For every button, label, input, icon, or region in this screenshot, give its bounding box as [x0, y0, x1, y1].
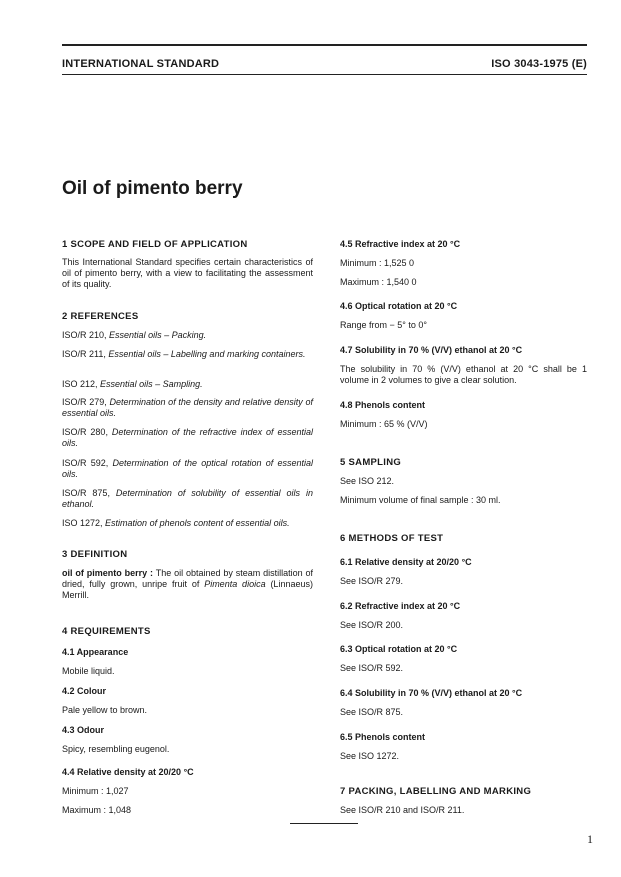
odour-text: Spicy, resembling eugenol.	[62, 744, 170, 754]
section-5-heading: 5 SAMPLING	[340, 457, 402, 468]
optical-rotation-text: Range from − 5° to 0°	[340, 320, 427, 330]
method-heading: 6.5 Phenols content	[340, 732, 426, 742]
refractive-index-minimum: Minimum : 1,525 0	[340, 258, 415, 268]
section-6-heading: 6 METHODS OF TEST	[340, 533, 444, 544]
method-text: See ISO/R 592.	[340, 663, 404, 673]
reference-code: ISO/R 210,	[62, 330, 107, 340]
section-1-text: This International Standard specifies certain characteristics of oil of pimento berry, with a view to facilitating the assessment of its quality.	[62, 257, 313, 289]
density-heading: 4.4 Relative density at 20/20 °C	[62, 767, 194, 777]
reference-code: ISO/R 211,	[62, 349, 106, 359]
sampling-text-1: See ISO 212.	[340, 476, 395, 486]
section-2-heading: 2 REFERENCES	[62, 311, 139, 322]
method-text: See ISO/R 875.	[340, 707, 404, 717]
header-rule	[62, 74, 587, 75]
reference-title: Determination of the density and relative density of essential oils.	[62, 397, 313, 418]
phenols-heading: 4.8 Phenols content	[340, 400, 426, 410]
definition-species: Pimenta dioica	[204, 579, 266, 589]
appearance-heading: 4.1 Appearance	[62, 647, 129, 657]
phenols-text: Minimum : 65 % (V/V)	[340, 419, 428, 429]
reference-item	[62, 330, 313, 341]
page-title: Oil of pimento berry	[62, 178, 243, 199]
reference-title: Determination of the optical rotation of essential oils.	[62, 458, 313, 479]
method-text: See ISO/R 279.	[340, 576, 404, 586]
section-7-heading: 7 PACKING, LABELLING AND MARKING	[340, 786, 532, 797]
refractive-index-maximum: Maximum : 1,540 0	[340, 277, 417, 287]
reference-item	[62, 379, 313, 390]
definition-text-a: The oil obtained by steam distillation of dried, fully grown, unripe fruit of	[62, 568, 313, 589]
reference-code: ISO/R 279,	[62, 397, 107, 407]
reference-title: Essential oils – Sampling.	[100, 379, 203, 389]
header-left: INTERNATIONAL STANDARD	[62, 58, 220, 70]
section-1-heading: 1 SCOPE AND FIELD OF APPLICATION	[62, 239, 248, 250]
optical-rotation-heading: 4.6 Optical rotation at 20 °C	[340, 301, 458, 311]
reference-item	[62, 427, 313, 449]
section-3-heading: 3 DEFINITION	[62, 549, 128, 560]
refractive-index-heading: 4.5 Refractive index at 20 °C	[340, 239, 461, 249]
reference-item	[62, 397, 313, 419]
reference-title: Estimation of phenols content of essential oils.	[105, 518, 290, 528]
colour-heading: 4.2 Colour	[62, 686, 107, 696]
top-rule	[62, 44, 587, 46]
method-text: See ISO/R 200.	[340, 620, 404, 630]
reference-code: ISO 212,	[62, 379, 98, 389]
header-right: ISO 3043-1975 (E)	[491, 58, 587, 70]
reference-code: ISO 1272,	[62, 518, 103, 528]
solubility-text: The solubility in 70 % (V/V) ethanol at 20 °C shall be 1 volume in 2 volumes to give a clear solution.	[340, 364, 587, 385]
definition-term: oil of pimento berry :	[62, 568, 153, 578]
reference-item	[62, 349, 313, 360]
footer-rule	[290, 823, 358, 824]
page-number: 1	[587, 832, 593, 846]
reference-code: ISO/R 875,	[62, 488, 110, 498]
reference-item	[62, 518, 313, 529]
solubility-heading: 4.7 Solubility in 70 % (V/V) ethanol at 20 °C	[340, 345, 523, 355]
reference-item	[62, 458, 313, 480]
reference-title: Essential oils – Labelling and marking containers.	[108, 349, 306, 359]
odour-heading: 4.3 Odour	[62, 725, 105, 735]
reference-code: ISO/R 280,	[62, 427, 108, 437]
packing-text: See ISO/R 210 and ISO/R 211.	[340, 805, 465, 815]
reference-code: ISO/R 592,	[62, 458, 109, 468]
definition-text	[62, 568, 313, 601]
method-text: See ISO 1272.	[340, 751, 400, 761]
method-heading: 6.4 Solubility in 70 % (V/V) ethanol at 20 °C	[340, 688, 523, 698]
section-4-heading: 4 REQUIREMENTS	[62, 626, 151, 637]
sampling-text-2: Minimum volume of final sample : 30 ml.	[340, 495, 501, 505]
density-maximum: Maximum : 1,048	[62, 805, 132, 815]
reference-title: Determination of solubility of essential oils in ethanol.	[62, 488, 313, 509]
colour-text: Pale yellow to brown.	[62, 705, 148, 715]
method-heading: 6.1 Relative density at 20/20 °C	[340, 557, 472, 567]
density-minimum: Minimum : 1,027	[62, 786, 129, 796]
reference-title: Essential oils – Packing.	[109, 330, 207, 340]
appearance-text: Mobile liquid.	[62, 666, 115, 676]
method-heading: 6.2 Refractive index at 20 °C	[340, 601, 461, 611]
method-heading: 6.3 Optical rotation at 20 °C	[340, 644, 458, 654]
reference-title: Determination of the refractive index of essential oils.	[62, 427, 313, 448]
reference-item	[62, 488, 313, 510]
definition-text-b: (Linnaeus) Merrill.	[62, 579, 313, 600]
